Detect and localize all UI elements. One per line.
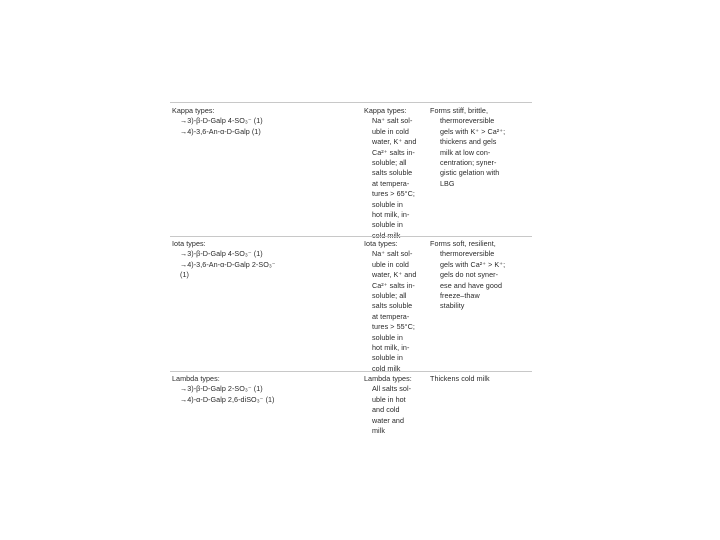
structure-line: →3)-β-D-Galp 2-SO₃⁻ (1) [180,384,263,394]
solubility-line: soluble in [372,199,403,209]
properties-cell [430,239,530,312]
structure-title: Iota types: [172,239,206,248]
solubility-cell [364,374,426,436]
properties-line: milk at low con- [440,147,491,157]
properties-line: Forms stiff, brittle, [430,106,489,115]
properties-line: gistic gelation with [440,168,500,178]
solubility-line: uble in hot [372,394,406,404]
solubility-line: hot milk, in- [372,343,410,353]
structure-title: Lambda types: [172,374,220,383]
row-divider [170,102,532,103]
properties-line: Forms soft, resilient, [430,239,496,248]
properties-line: gels with Ca²⁺ > K⁺; [440,259,506,269]
solubility-cell [364,106,426,241]
properties-line: thermoreversible [440,249,495,259]
solubility-line: soluble in [372,332,403,342]
solubility-line: salts soluble [372,301,413,311]
solubility-line: water and [372,415,405,425]
structure-cell [172,239,357,281]
properties-cell [430,106,530,189]
properties-line: Thickens cold milk [430,374,490,383]
solubility-cell [364,239,426,374]
solubility-line: Ca²⁺ salts in- [372,147,415,157]
solubility-line: tures > 55°C; [372,322,415,332]
solubility-line: Ca²⁺ salts in- [372,280,415,290]
properties-line: gels do not syner- [440,270,499,280]
properties-line: centration; syner- [440,158,497,168]
properties-line: gels with K⁺ > Ca²⁺; [440,126,506,136]
properties-line: stability [440,301,465,311]
solubility-line: milk [372,426,385,436]
solubility-line: soluble in [372,220,403,230]
solubility-line: at tempera- [372,178,410,188]
solubility-line: cold milk [372,230,401,240]
solubility-line: soluble in [372,353,403,363]
solubility-line: Na⁺ salt sol- [372,116,413,126]
structure-line: →4)-α-D-Galp 2,6-diSO₃⁻ (1) [180,394,275,404]
solubility-line: salts soluble [372,168,413,178]
solubility-title: Iota types: [364,239,398,248]
solubility-line: cold milk [372,363,401,373]
structure-cell [172,106,357,137]
solubility-line: uble in cold [372,126,409,136]
solubility-title: Kappa types: [364,106,407,115]
properties-line: thermoreversible [440,116,495,126]
solubility-line: and cold [372,405,400,415]
solubility-line: soluble; all [372,291,407,301]
structure-line: →3)-β-D-Galp 4-SO₃⁻ (1) [180,249,263,259]
properties-line: ese and have good [440,280,502,290]
structure-line: →4)-3,6-An-α-D-Galp 2-SO₃⁻ [180,259,276,269]
structure-line: →3)-β-D-Galp 4-SO₃⁻ (1) [180,116,263,126]
solubility-line: All salts sol- [372,384,412,394]
structure-line: (1) [180,270,189,280]
solubility-line: tures > 65°C; [372,189,415,199]
properties-line: freeze–thaw [440,291,480,301]
structure-title: Kappa types: [172,106,215,115]
structure-cell [172,374,357,405]
solubility-line: Na⁺ salt sol- [372,249,413,259]
solubility-line: soluble; all [372,158,407,168]
solubility-title: Lambda types: [364,374,412,383]
row-divider [170,371,532,372]
solubility-line: water, K⁺ and [372,270,417,280]
properties-line: thickens and gels [440,137,497,147]
structure-line: →4)-3,6-An-α-D-Galp (1) [180,126,261,136]
solubility-line: hot milk, in- [372,210,410,220]
solubility-line: water, K⁺ and [372,137,417,147]
properties-cell [430,374,530,384]
row-divider [170,236,532,237]
solubility-line: uble in cold [372,259,409,269]
solubility-line: at tempera- [372,311,410,321]
properties-line: LBG [440,178,455,188]
